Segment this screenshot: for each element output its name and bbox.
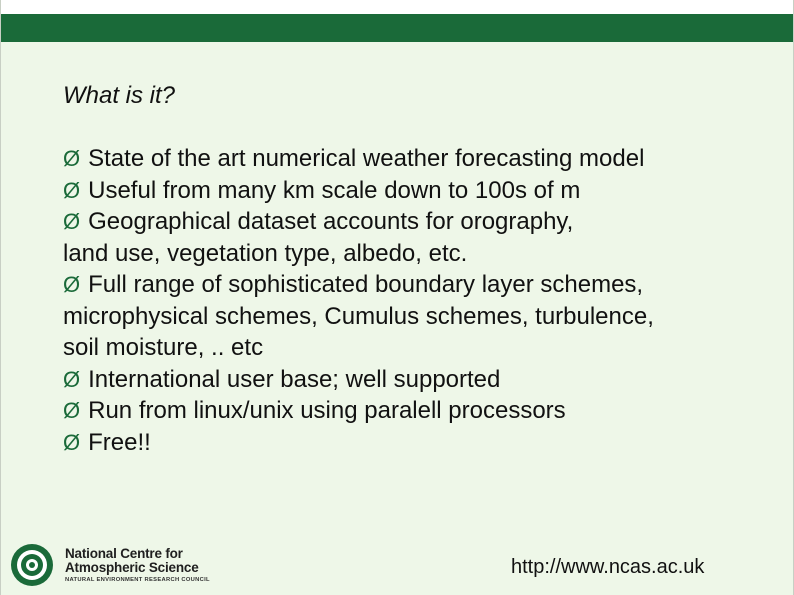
bullet-text: Full range of sophisticated boundary layer schemes, [88, 271, 644, 298]
bullet-text: Useful from many km scale down to 100s of m [88, 176, 581, 204]
bullet-item [63, 364, 783, 396]
header-bar [1, 14, 794, 42]
ncas-logo-icon [9, 542, 55, 588]
arrow-bullet-icon: Ø [63, 429, 81, 455]
bullet-continuation [63, 238, 783, 270]
bullet-item [63, 175, 783, 207]
bullet-text: land use, vegetation type, albedo, etc. [63, 239, 468, 267]
bullet-item [63, 143, 783, 175]
arrow-bullet-icon: Ø [63, 272, 81, 297]
arrow-bullet-icon: Ø [63, 398, 81, 423]
slide-heading: What is it? [63, 82, 176, 109]
bullet-item [63, 206, 783, 238]
logo-line-1: National Centre for [65, 545, 183, 561]
bullet-continuation [63, 332, 783, 364]
website-url[interactable]: http://www.ncas.ac.uk [511, 556, 705, 578]
bullet-text: Free!! [88, 428, 151, 456]
bullet-text: soil moisture, .. etc [63, 334, 264, 361]
top-margin [1, 0, 794, 14]
arrow-bullet-icon: Ø [63, 146, 81, 171]
bullet-text: Geographical dataset accounts for orography, [88, 208, 574, 235]
bullet-item [63, 427, 783, 459]
bullet-text: Run from linux/unix using paralell processors [88, 397, 566, 424]
arrow-bullet-icon: Ø [63, 209, 81, 234]
bullet-continuation [63, 301, 783, 333]
bullet-text: State of the art numerical weather forecasting model [88, 145, 645, 172]
ncas-logo [9, 542, 210, 588]
bullet-text: International user base; well supported [88, 365, 501, 393]
logo-line-3: NATURAL ENVIRONMENT RESEARCH COUNCIL [65, 576, 210, 583]
bullet-text: microphysical schemes, Cumulus schemes, turbulence, [63, 302, 654, 330]
arrow-bullet-icon: Ø [63, 177, 81, 203]
bullet-item [63, 395, 783, 427]
bullet-item [63, 269, 783, 301]
arrow-bullet-icon: Ø [63, 366, 81, 392]
logo-line-2: Atmospheric Science [65, 560, 199, 576]
logo-text [65, 547, 210, 584]
bullet-list [63, 143, 783, 458]
